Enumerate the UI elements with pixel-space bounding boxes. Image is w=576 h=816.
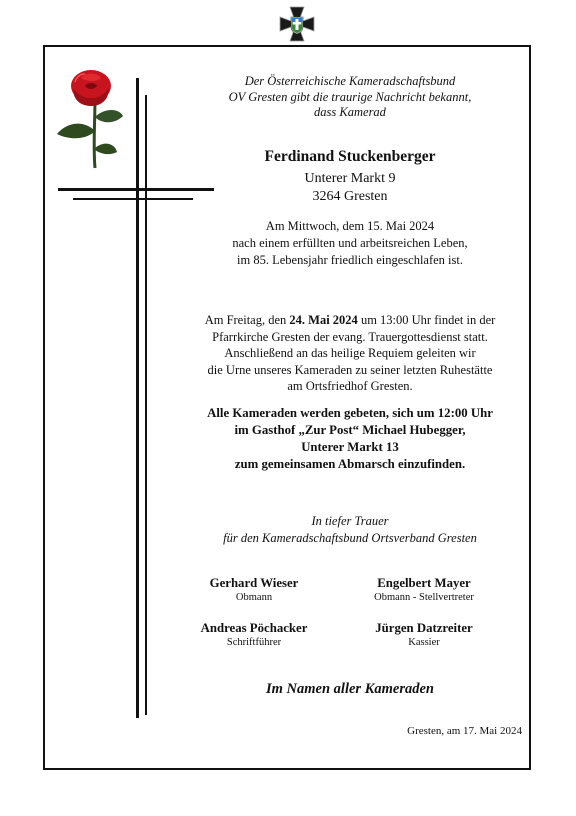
gathering-instructions: Alle Kameraden werden gebeten, sich um 12:00 Uhr im Gasthof „Zur Post“ Michael Hubegger, Unterer Markt 13 zum gemeinsamen Abmarsch einzufinden. [207,406,493,471]
signatory-role: Kassier [408,637,440,648]
signatory-name: Jürgen Datzreiter [375,621,473,635]
signatory [334,575,514,605]
place-date: Gresten, am 17. Mai 2024 [407,725,522,737]
signatory-role: Schriftführer [226,637,282,648]
death-notice: Am Mittwoch, dem 15. Mai 2024 nach einem erfüllten und arbeitsreichen Leben, im 85. Lebensjahr friedlich eingeschlafen ist. [232,219,468,267]
cross-vertical-bar [136,78,139,718]
signatory-name: Gerhard Wieser [209,576,299,590]
deceased-street: Unterer Markt 9 [304,171,396,186]
funeral-date: 24. Mai 2024 [289,313,358,327]
signatory-role: Obmann - Stellvertreter [374,592,474,603]
deceased-city: 3264 Gresten [312,189,388,204]
closing-line: Im Namen aller Kameraden [266,681,434,697]
signatory-role: Obmann [235,592,273,603]
funeral-first-line: Am Freitag, den 24. Mai 2024 um 13:00 Uhr findet in der [204,313,496,327]
signatory-name: Engelbert Mayer [377,576,471,590]
cross-horizontal-shadow [73,198,193,200]
red-rose-icon [55,68,125,172]
iron-cross-emblem-icon [279,6,315,42]
signatory [334,620,514,650]
funeral-details: Am Freitag, den 24. Mai 2024 um 13:00 Uhr findet in der Pfarrkirche Gresten der evang. Trauergottesdienst statt. Anschließend an das heilige Requiem geleiten wir die Urne unseres Kameraden zu seiner letzten Ruhestätte am Ortsfriedhof Gresten. [180,312,520,395]
deceased-name: Ferdinand Stuckenberger [264,148,436,165]
signatory [164,575,344,605]
intro-text: Der Österreichische Kameradschaftsbund OV Gresten gibt die traurige Nachricht bekannt, dass Kamerad [228,74,472,119]
signatory-name: Andreas Pöchacker [200,621,308,635]
mourning-text: In tiefer Trauer für den Kameradschaftsbund Ortsverband Gresten [223,514,477,545]
signatory [164,620,344,650]
